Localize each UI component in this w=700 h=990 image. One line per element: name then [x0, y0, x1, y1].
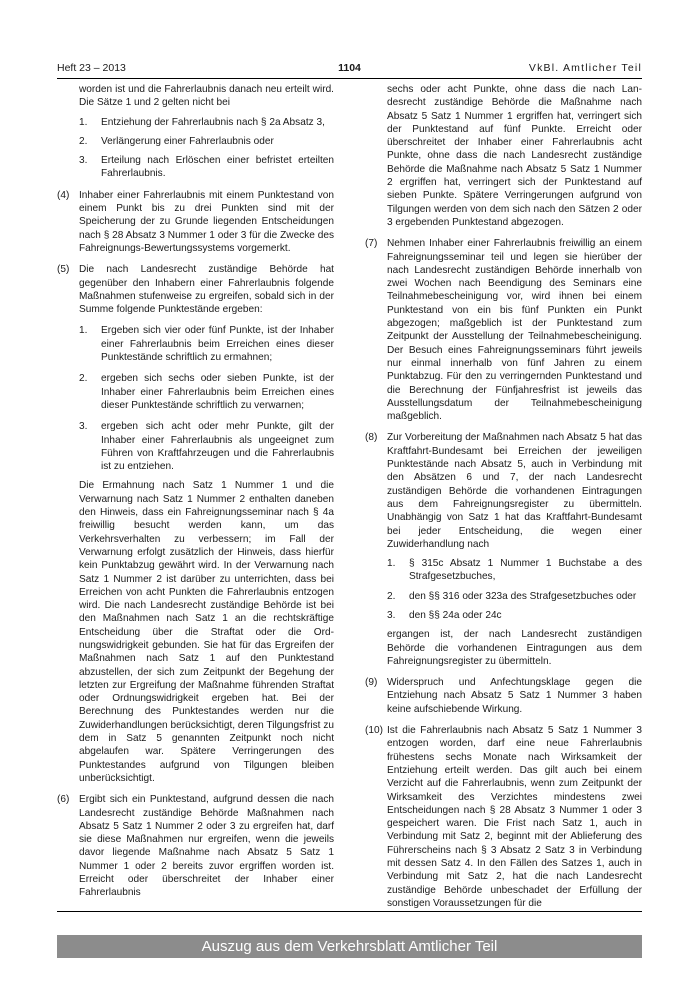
issue-label: Heft 23 – 2013: [57, 62, 126, 74]
list-number: 3.: [79, 155, 88, 167]
right-column: [365, 83, 642, 910]
paragraph-text: Widerspruch und Anfechtungsklage gegen die Entziehung nach Absatz 5 Satz 1 Nummer 3 haben keine aufschiebende Wirkung.: [387, 677, 642, 715]
paragraph-10: [365, 724, 642, 910]
paragraph-number: (8): [365, 432, 378, 444]
paragraph-6-continued: sechs oder acht Punkte, ohne dass die nach Landesrecht zuständige Behörde die Maßnahme nach Absatz 5 Satz 1 Nummer 1 ergriffen hat, verringert sich der Punktestand auf fünf Punkte. Erreicht oder überschreitet der Inhaber einer Fahrerlaubnis acht Punkte, ohne dass die nach Landesrecht zuständige Behörde die Maßnahme nach Absatz 5 Satz 1 Nummer 2 ergriffen hat, verringert sich der Punktestand auf sieben Punkte. Spätere Verringerungen aufgrund von Tilgungen werden von dem sich nach den Sätzen 2 oder 3 ergebenden Punktestand abgezogen.: [387, 84, 642, 228]
list-item: [365, 557, 642, 584]
list-text: § 315c Absatz 1 Nummer 1 Buchstabe a des Strafgesetzbuches,: [409, 558, 642, 583]
list-text: Verlängerung einer Fahrerlaubnis oder: [101, 135, 274, 147]
list-item: [365, 609, 642, 622]
paragraph-number: (4): [57, 189, 70, 201]
publication-title: VkBl. Amtlicher Teil: [528, 62, 642, 74]
list-number: 3.: [387, 609, 396, 621]
paragraph-7: [365, 237, 642, 423]
list-text: ergeben sich sechs oder sieben Punkte, ist der Inhaber einer Fahrerlaubnis beim Erreichen eines dieser Punktestände schriftlich zu verwarnen;: [101, 373, 334, 411]
list-number: 2.: [387, 590, 396, 602]
list-item: [57, 372, 334, 412]
paragraph-text: Die nach Landesrecht zuständige Behörde hat gegenüber den Inhabern einer Fahrerlaubnis folgende Maßnahmen stufenweise zu ergreifen, sobald sich in der Summe folgende Punktestände ergeben:: [79, 264, 334, 316]
page-number: 1104: [338, 62, 361, 74]
paragraph-4: [57, 189, 334, 255]
paragraph-text: Ergibt sich ein Punktestand, aufgrund dessen die nach Landesrecht zuständige Behörde Maßnahmen nach Absatz 5 Satz 1 Nummer 2 oder 3 zu ergreifen hat, darf sie diese Maßnahmen nur ergreifen, wenn die jeweils davor liegende Maßnahme nach Absatz 5 Satz 1 Nummer 1 oder 2 bereits zuvor ergriffen worden ist. Erreicht oder überschreitet der Inhaber einer Fahrerlaubnis: [79, 794, 334, 899]
paragraph-number: (6): [57, 794, 70, 806]
intro-paragraph: worden ist und die Fahrerlaubnis danach neu erteilt wird. Die Sätze 1 und 2 gelten nicht bei: [79, 84, 334, 109]
paragraph-9: [365, 676, 642, 716]
paragraph-5: [57, 263, 334, 316]
list-text: Ergeben sich vier oder fünf Punkte, ist der Inhaber einer Fahrerlaubnis beim Erreichen eines dieser Punktestände schriftlich zu ermahnen;: [101, 325, 334, 364]
header-rule: [57, 78, 642, 79]
paragraph-text: Inhaber einer Fahrerlaubnis mit einem Punktestand von einem Punkt bis zu drei Punkten sind mit der Speicherung der zu Grunde liegenden Entscheidungen nach § 28 Absatz 3 Nummer 1 oder 3 für die Zwecke des Fahreignungs-Bewertungssystems vorgemerkt.: [79, 189, 334, 254]
list-text: den §§ 316 oder 323a des Strafgesetzbuches oder: [409, 590, 637, 602]
left-column: [57, 83, 334, 900]
paragraph-8: [365, 431, 642, 551]
list-item: [365, 590, 642, 603]
list-number: 2.: [79, 135, 88, 147]
footer-banner: Auszug aus dem Verkehrsblatt Amtlicher Teil: [57, 935, 642, 958]
footer-rule: [57, 911, 642, 912]
list-text: Entziehung der Fahrerlaubnis nach § 2a Absatz 3,: [101, 116, 325, 128]
list-text: den §§ 24a oder 24c: [409, 609, 502, 621]
list-number: 2.: [79, 373, 88, 385]
paragraph-text: Nehmen Inhaber einer Fahrerlaubnis freiwillig an einem Fahreignungsseminar teil und legen sie hierüber der nach Landesrecht zuständigen Behörde innerhalb von zwei Wochen nach Beendigung des Seminars eine Teilnahmebescheinigung vor, wird ihnen bei einem Punktestand von ein bis fünf Punkten ein Punkt abgezogen; maßgeblich ist der Punktestand zum Zeitpunkt der Ausstellung der Teilnahmebescheinigung. Der Besuch eines Fahreignungsseminars führt jeweils nur einmal innerhalb von fünf Jahren zu einem Punktabzug. Für den zu verringernden Punktestand und die Berechnung der Fünfjahresfrist ist jeweils das Ausstellungsdatum der Teilnahmebescheinigung maßgeblich.: [387, 238, 642, 423]
paragraph-5-tail: Die Ermahnung nach Satz 1 Nummer 1 und die Verwarnung nach Satz 1 Nummer 2 enthalten daneben den Hinweis, dass ein Fahreignungsseminar nach § 4a freiwillig besucht werden kann, um das Verkehrsverhalten zu verbessern; im Fall der Verwarnung erfolgt zusätzlich der Hinweis, dass hierfür kein Punktabzug gewährt wird. In der Verwarnung nach Satz 1 Nummer 2 ist darüber zu unterrichten, dass bei Erreichen von acht Punkten die Fahrerlaubnis entzogen wird. Die nach Landesrecht zuständige Behörde ist bei den Maßnahmen nach Satz 1 an die rechtskräftige Entscheidung über die Straftat oder die Ordnungswidrigkeit gebunden. Sie hat für das Ergreifen der Maßnahmen nach Satz 1 auf den Punktestand abzustellen, der sich zum Zeitpunkt der Begehung der letzten zur Ergreifung der Maßnahme führenden Straftat oder Ordnungswidrigkeit ergeben hat. Bei der Berechnung des Punktestandes werden nur die Zuwiderhandlungen berücksichtigt, deren Tilgungsfrist zu dem in Satz 5 genannten Zeitpunkt noch nicht abgelaufen war. Spätere Verringerungen des Punktestandes aufgrund von Tilgungen bleiben unberücksichtigt.: [79, 480, 334, 784]
list-item: [57, 324, 334, 364]
paragraph-number: (10): [365, 725, 383, 737]
list-number: 1.: [79, 116, 88, 128]
list-text: Erteilung nach Erlöschen einer befristet erteilten Fahrerlaubnis.: [101, 155, 334, 180]
paragraph-6: [57, 793, 334, 899]
page-header: [57, 60, 642, 76]
list-item: [57, 420, 334, 473]
paragraph-number: (9): [365, 677, 378, 689]
paragraph-number: (5): [57, 264, 70, 276]
list-item: [57, 135, 334, 148]
paragraph-text: Zur Vorbereitung der Maßnahmen nach Absatz 5 hat das Kraftfahrt-Bundesamt bei Erreichen der jeweiligen Punktestände nach Absatz 5, auch in Verbindung mit den Absätzen 6 und 7, der nach Landesrecht zuständigen Behörde die vorhandenen Eintragungen aus dem Fahreignungsregister zu übermitteln. Unabhängig von Satz 1 hat das Kraftfahrt-Bundesamt bei jeder Entscheidung, die wegen einer Zuwiderhandlung nach: [387, 432, 642, 550]
paragraph-8-tail: ergangen ist, der nach Landesrecht zuständigen Behörde die vorhandenen Eintragungen aus dem Fahreignungsregister zu übermitteln.: [387, 629, 642, 667]
list-item: [57, 116, 334, 129]
list-item: [57, 154, 334, 181]
list-number: 3.: [79, 421, 88, 433]
paragraph-number: (7): [365, 238, 378, 250]
list-number: 1.: [79, 325, 88, 337]
list-number: 1.: [387, 558, 396, 570]
paragraph-text: Ist die Fahrerlaubnis nach Absatz 5 Satz 1 Nummer 3 entzogen worden, darf eine neue Fahrerlaubnis frühestens sechs Monate nach Wirksamkeit der Entziehung erteilt werden. Das gilt auch bei einem Verzicht auf die Fahrerlaubnis, wenn zum Zeitpunkt der Wirksamkeit des Verzichtes mindestens zwei Entscheidungen nach § 28 Absatz 3 Nummer 1 oder 3 gespeichert waren. Die Frist nach Satz 1, auch in Verbindung mit Satz 2, beginnt mit der Ablieferung des Führerscheins nach § 3 Absatz 2 Satz 3 in Verbindung mit dessen Satz 4. In den Fällen des Satzes 1, auch in Verbindung mit Satz 2, hat die nach Landesrecht zuständige Behörde unbeschadet der Erfüllung der sonstigen Voraussetzungen für die: [387, 725, 642, 909]
list-text: ergeben sich acht oder mehr Punkte, gilt der Inhaber einer Fahrerlaubnis als ungeeignet zum Führen von Kraftfahrzeugen und die Fahrerlaubnis ist zu entziehen.: [101, 421, 334, 473]
